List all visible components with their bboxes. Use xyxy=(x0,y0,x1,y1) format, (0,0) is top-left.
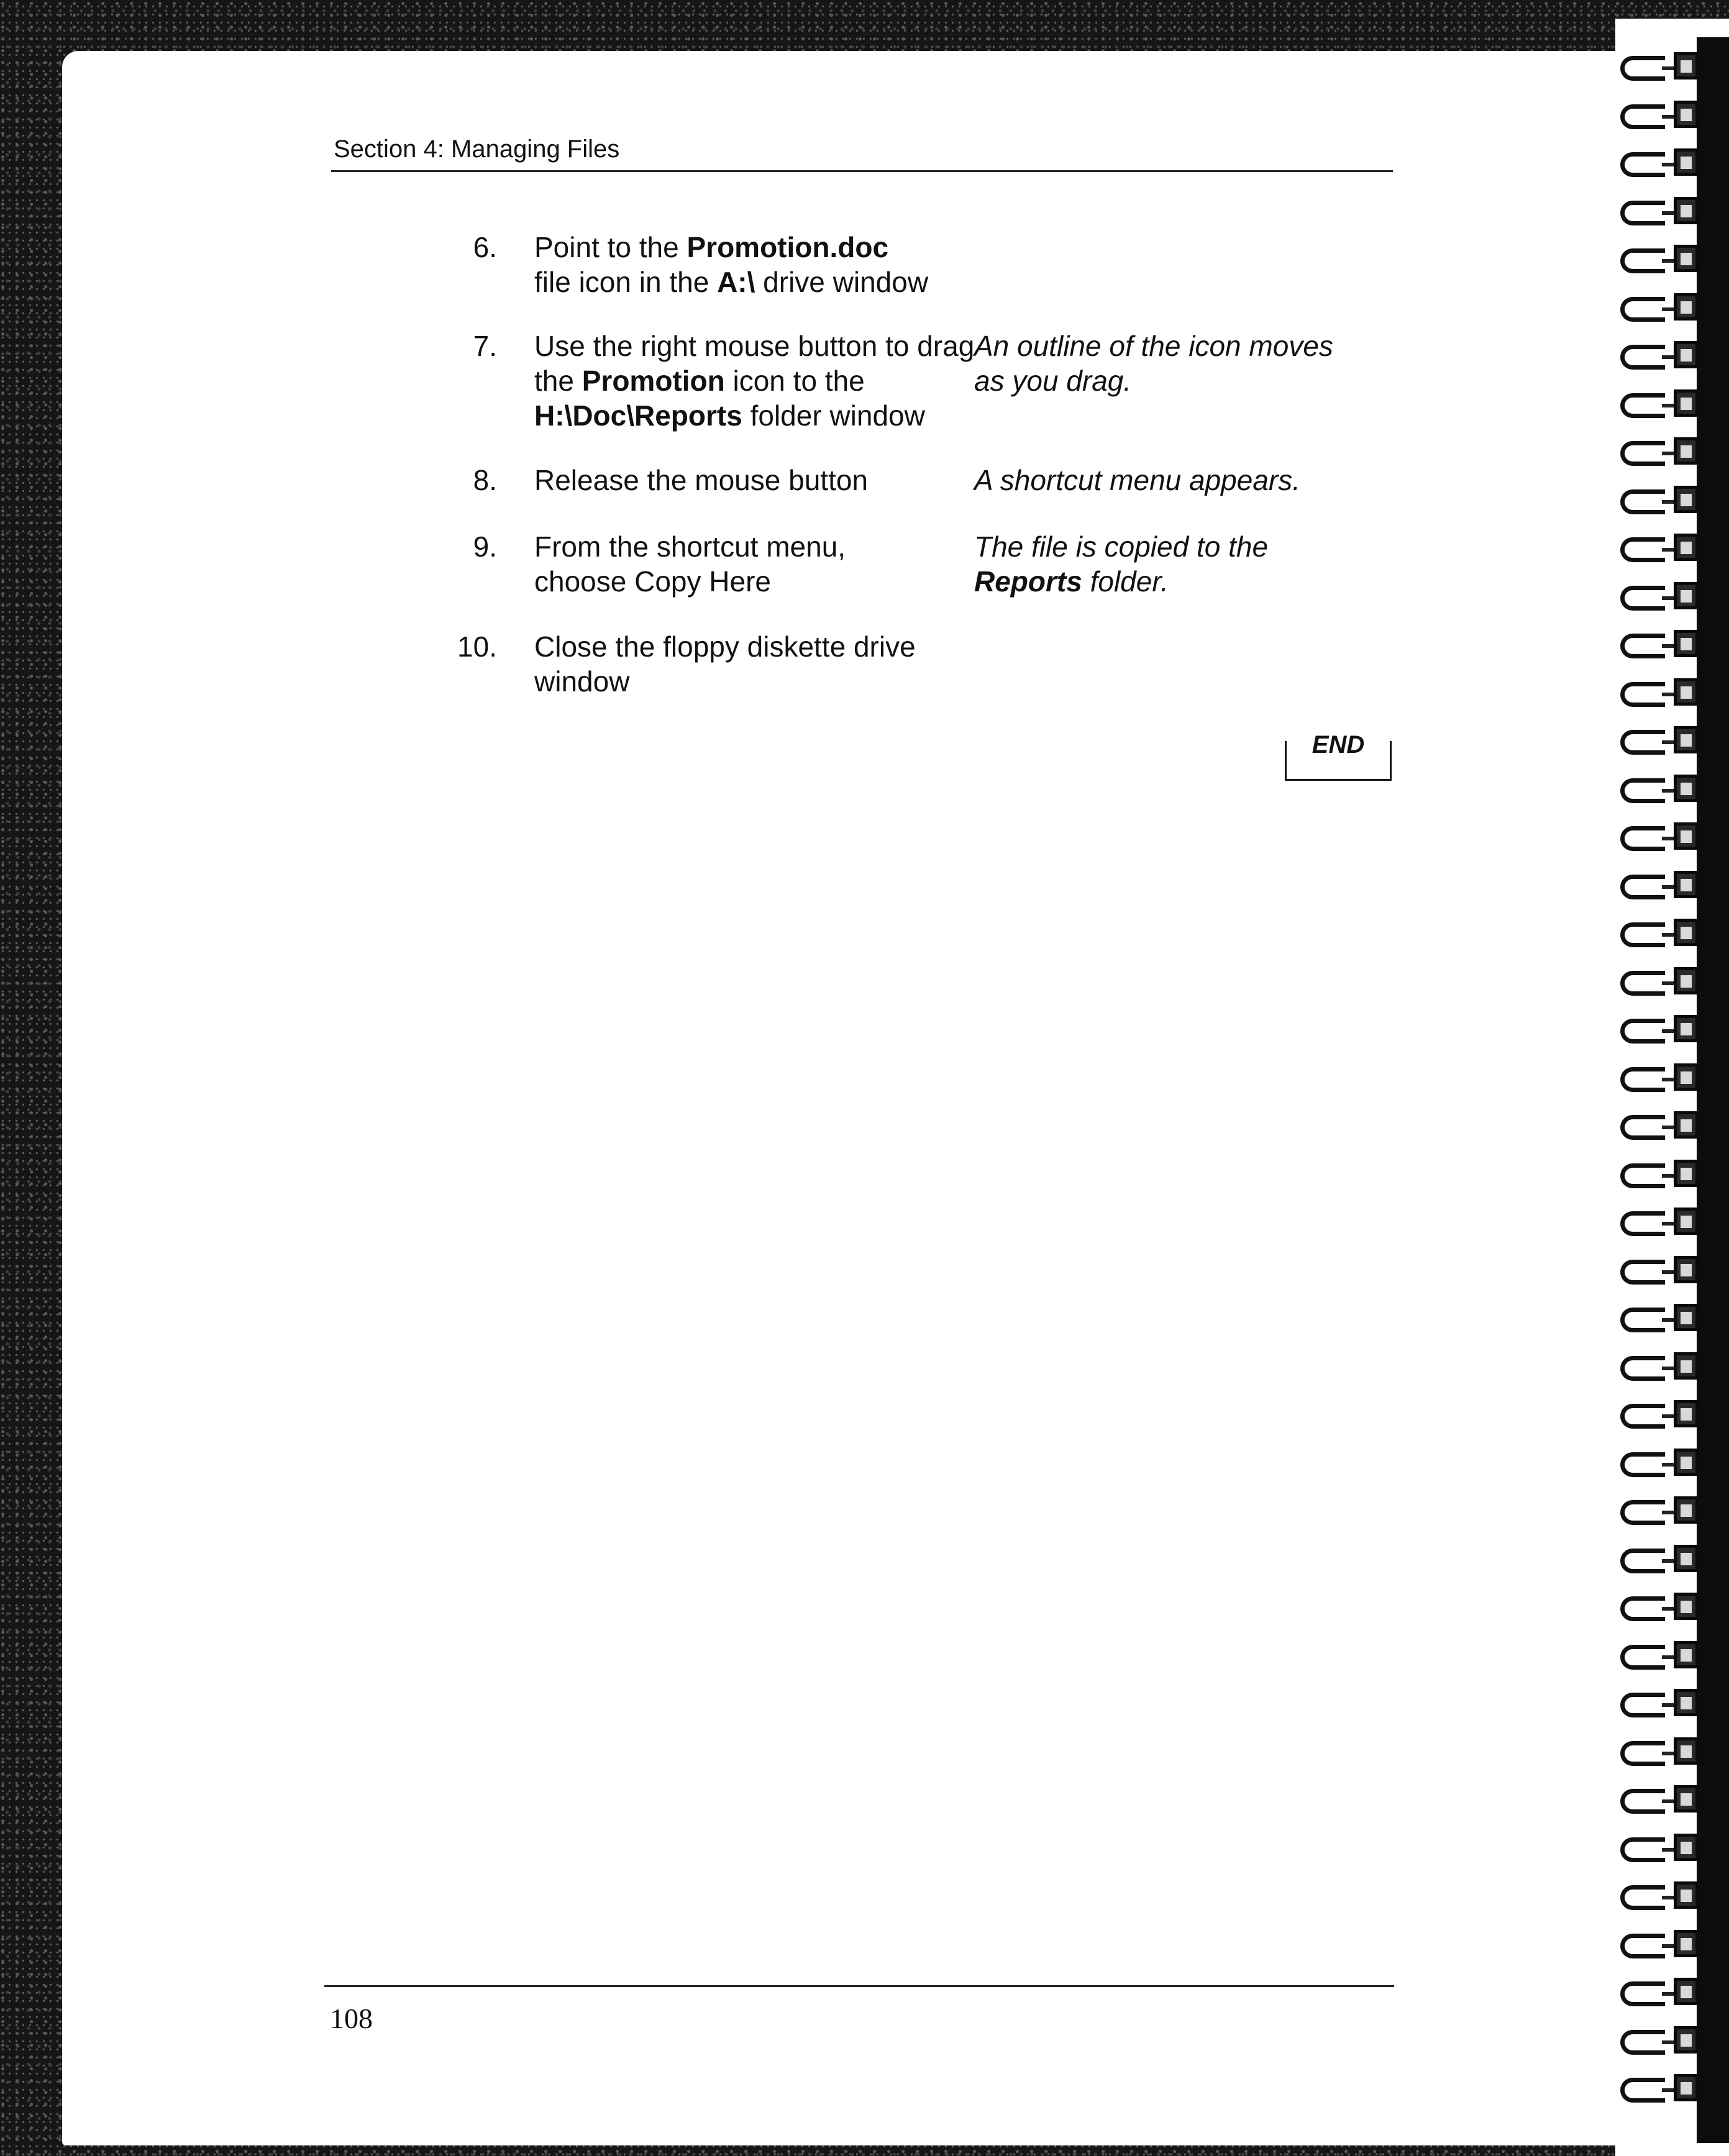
step-text-bold: Promotion.doc xyxy=(687,231,889,263)
spiral-coil xyxy=(1620,56,1665,81)
binding-edge xyxy=(1697,37,1729,2143)
spiral-coil xyxy=(1620,1308,1665,1332)
spiral-coil xyxy=(1620,1356,1665,1381)
punch-hole xyxy=(1674,582,1699,609)
punch-hole xyxy=(1674,1496,1699,1524)
punch-hole xyxy=(1674,967,1699,994)
punch-hole xyxy=(1674,1930,1699,1957)
spiral-coil xyxy=(1620,537,1665,562)
spiral-coil xyxy=(1620,1693,1665,1717)
spiral-coil xyxy=(1620,1837,1665,1862)
punch-hole xyxy=(1674,197,1699,224)
step-instruction: From the shortcut menu, choose Copy Here xyxy=(534,530,846,598)
spiral-coil xyxy=(1620,1260,1665,1285)
step-number: 6. xyxy=(473,231,497,263)
punch-hole xyxy=(1674,919,1699,946)
spiral-coil xyxy=(1620,971,1665,996)
step-result-bold: Reports xyxy=(974,565,1082,598)
step-instruction: Release the mouse button xyxy=(534,464,869,496)
page-number: 108 xyxy=(330,2003,373,2034)
punch-hole xyxy=(1674,389,1699,417)
end-label: END xyxy=(1302,731,1374,759)
step-text: Use the right mouse button to drag the xyxy=(534,330,975,397)
punch-hole xyxy=(1674,1449,1699,1476)
spiral-binding xyxy=(1609,37,1729,2143)
spiral-coil xyxy=(1620,1452,1665,1477)
punch-hole xyxy=(1674,678,1699,706)
punch-hole xyxy=(1674,775,1699,802)
spiral-coil xyxy=(1620,1211,1665,1236)
spiral-coil xyxy=(1620,682,1665,707)
spiral-coil xyxy=(1620,1741,1665,1766)
punch-hole xyxy=(1674,534,1699,561)
punch-hole xyxy=(1674,630,1699,657)
punch-hole xyxy=(1674,1352,1699,1380)
punch-hole xyxy=(1674,245,1699,272)
punch-hole xyxy=(1674,101,1699,128)
step-instruction xyxy=(534,329,982,433)
spiral-coil xyxy=(1620,1500,1665,1525)
punch-hole xyxy=(1674,437,1699,465)
punch-hole xyxy=(1674,726,1699,753)
spiral-coil xyxy=(1620,634,1665,658)
spiral-coil xyxy=(1620,489,1665,514)
spiral-coil xyxy=(1620,875,1665,899)
spiral-coil xyxy=(1620,1981,1665,2006)
step-text: folder window xyxy=(742,399,925,432)
step-instruction: Close the floppy diskette drive window xyxy=(534,630,916,698)
spiral-coil xyxy=(1620,248,1665,273)
spiral-coil xyxy=(1620,1934,1665,1958)
step-result xyxy=(974,529,1322,599)
spiral-coil xyxy=(1620,778,1665,803)
step-text-bold: A:\ xyxy=(717,266,755,298)
spiral-coil xyxy=(1620,104,1665,129)
spiral-coil xyxy=(1620,393,1665,418)
footer-rule xyxy=(324,1985,1394,1987)
spiral-coil xyxy=(1620,922,1665,947)
punch-hole xyxy=(1674,1785,1699,1813)
punch-hole xyxy=(1674,52,1699,80)
step-text: Point to the xyxy=(534,231,687,263)
step-text: file icon in the xyxy=(534,266,718,298)
step-instruction xyxy=(534,230,982,299)
punch-hole xyxy=(1674,2074,1699,2101)
end-marker xyxy=(1285,731,1392,781)
step-number: 9. xyxy=(473,530,497,563)
spiral-coil xyxy=(1620,586,1665,611)
punch-hole xyxy=(1674,1400,1699,1427)
step-result-text: folder. xyxy=(1082,565,1169,598)
punch-hole xyxy=(1674,1208,1699,1235)
punch-hole xyxy=(1674,1304,1699,1331)
spiral-coil xyxy=(1620,1549,1665,1573)
punch-hole xyxy=(1674,1834,1699,1861)
spiral-coil xyxy=(1620,297,1665,322)
punch-hole xyxy=(1674,341,1699,368)
spiral-coil xyxy=(1620,1789,1665,1814)
header-rule xyxy=(331,170,1393,172)
punch-hole xyxy=(1674,2026,1699,2054)
step-result: A shortcut menu appears. xyxy=(974,464,1301,496)
step-number: 8. xyxy=(473,464,497,496)
spiral-coil xyxy=(1620,1645,1665,1670)
spiral-coil xyxy=(1620,1404,1665,1429)
step-number: 7. xyxy=(473,330,497,362)
punch-hole xyxy=(1674,148,1699,176)
punch-hole xyxy=(1674,822,1699,850)
spiral-coil xyxy=(1620,826,1665,851)
spiral-coil xyxy=(1620,1596,1665,1621)
step-text: icon to the xyxy=(724,365,865,397)
punch-hole xyxy=(1674,1015,1699,1042)
punch-hole xyxy=(1674,1160,1699,1187)
punch-hole xyxy=(1674,1256,1699,1283)
punch-hole xyxy=(1674,1593,1699,1620)
running-head: Section 4: Managing Files xyxy=(334,135,620,163)
punch-hole xyxy=(1674,1641,1699,1668)
spiral-coil xyxy=(1620,1019,1665,1044)
punch-hole xyxy=(1674,1545,1699,1572)
punch-hole xyxy=(1674,871,1699,898)
punch-hole xyxy=(1674,1978,1699,2005)
spiral-coil xyxy=(1620,730,1665,755)
step-number: 10. xyxy=(457,630,497,663)
step-result: An outline of the icon moves as you drag. xyxy=(974,330,1333,397)
punch-hole xyxy=(1674,1737,1699,1765)
punch-hole xyxy=(1674,486,1699,513)
spiral-coil xyxy=(1620,201,1665,225)
punch-hole xyxy=(1674,1689,1699,1716)
spiral-coil xyxy=(1620,441,1665,466)
step-text-bold: H:\Doc\Reports xyxy=(534,399,742,432)
step-text-bold: Promotion xyxy=(582,365,725,397)
spiral-coil xyxy=(1620,2030,1665,2055)
step-result-text: The file is copied to the xyxy=(974,530,1269,563)
punch-hole xyxy=(1674,293,1699,321)
spiral-coil xyxy=(1620,1067,1665,1092)
spiral-coil xyxy=(1620,345,1665,370)
spiral-coil xyxy=(1620,1885,1665,1910)
punch-hole xyxy=(1674,1111,1699,1139)
punch-hole xyxy=(1674,1881,1699,1909)
spiral-coil xyxy=(1620,2078,1665,2103)
punch-hole xyxy=(1674,1063,1699,1091)
spiral-coil xyxy=(1620,1163,1665,1188)
spiral-coil xyxy=(1620,152,1665,177)
step-text: drive window xyxy=(755,266,929,298)
spiral-coil xyxy=(1620,1115,1665,1140)
